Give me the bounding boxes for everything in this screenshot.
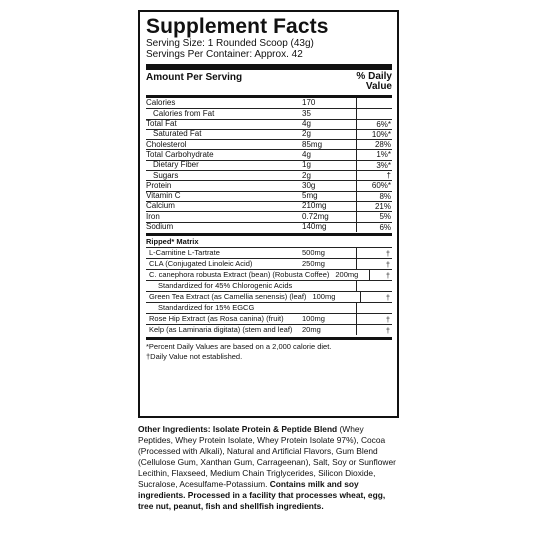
nutrient-daily-value: 3%* <box>356 161 392 170</box>
nutrient-name: Protein <box>146 180 172 190</box>
panel-title: Supplement Facts <box>146 15 329 38</box>
nutrient-row <box>146 129 392 139</box>
matrix-ingredient-name: Standardized for 45% Chlorogenic Acids <box>158 281 293 291</box>
matrix-table <box>146 247 392 335</box>
nutrient-row <box>146 119 392 129</box>
matrix-ingredient-name: CLA (Conjugated Linoleic Acid) <box>149 259 253 269</box>
ingredients-label: Other Ingredients: <box>138 424 211 434</box>
other-ingredients <box>138 424 400 512</box>
nutrient-row <box>146 160 392 170</box>
matrix-daily-value: † <box>356 259 392 269</box>
nutrient-daily-value: 6% <box>356 223 392 232</box>
matrix-row <box>146 302 392 313</box>
nutrient-name: Total Carbohydrate <box>146 149 214 159</box>
nutrient-amount: 1g <box>302 160 311 170</box>
nutrient-name: Vitamin C <box>146 191 181 201</box>
matrix-ingredient-name: L-Carnitine L-Tartrate <box>149 248 220 258</box>
matrix-amount: 20mg <box>302 325 321 335</box>
nutrient-row <box>146 191 392 201</box>
matrix-row <box>146 291 392 302</box>
footnote-percent-dv: *Percent Daily Values are based on a 2,000 calorie diet. <box>146 341 332 351</box>
nutrient-daily-value: 6%* <box>356 120 392 129</box>
nutrient-amount: 2g <box>302 170 311 180</box>
column-header <box>146 70 392 92</box>
nutrient-row <box>146 170 392 180</box>
nutrient-daily-value: 21% <box>356 202 392 211</box>
nutrient-name: Iron <box>146 211 160 221</box>
nutrient-name: Calcium <box>146 201 175 211</box>
matrix-row <box>146 269 392 280</box>
nutrient-table <box>146 98 392 232</box>
nutrient-amount: 2g <box>302 129 311 139</box>
matrix-ingredient-name: Kelp (as Laminaria digitata) (stem and leaf) <box>149 325 293 335</box>
matrix-row <box>146 247 392 258</box>
footnote-dagger: †Daily Value not established. <box>146 352 243 362</box>
nutrient-name: Sugars <box>153 170 179 180</box>
nutrient-name: Saturated Fat <box>153 129 202 139</box>
nutrient-row <box>146 222 392 232</box>
nutrient-daily-value: 8% <box>356 192 392 201</box>
nutrient-daily-value: 10%* <box>356 130 392 139</box>
daily-value-header <box>356 72 392 92</box>
matrix-daily-value <box>356 281 392 291</box>
matrix-amount: 500mg <box>302 248 325 258</box>
nutrient-daily-value: 28% <box>356 140 392 149</box>
nutrient-amount: 5mg <box>302 191 318 201</box>
nutrient-row <box>146 139 392 149</box>
nutrient-daily-value: 1%* <box>356 150 392 159</box>
nutrient-row <box>146 149 392 159</box>
serving-size: Serving Size: 1 Rounded Scoop (43g) <box>146 38 314 49</box>
matrix-amount: 100mg <box>302 314 325 324</box>
ingredients-text: (Whey Peptides, Whey Protein Isolate, Whey Protein Isolate 97%), Cocoa (Processed with Alkali), Natural and Artificial Flavors, Gum Blend (Cellulose Gum, Xanthan Gum, Carrageenan), Salt, Soy or Sunflower Lecithin, Flaxseed, Medium Chain Triglycerides, Silicon Dioxide, Sucralose, Acesulfame-Potassium. <box>138 424 396 489</box>
nutrient-amount: 170 <box>302 98 316 107</box>
nutrient-name: Sodium <box>146 222 174 232</box>
nutrient-daily-value: 60%* <box>356 181 392 190</box>
nutrient-row <box>146 211 392 221</box>
matrix-row <box>146 324 392 335</box>
matrix-daily-value <box>356 303 392 313</box>
matrix-daily-value: † <box>360 292 392 302</box>
allergen-statement: Contains milk and soy ingredients. Processed in a facility that processes wheat, egg, tree nut, peanut, fish and shellfish ingredients. <box>138 479 386 511</box>
matrix-ingredient-name: C. canephora robusta Extract (bean) (Robusta Coffee) <box>149 270 330 280</box>
ingredients-blend: Isolate Protein & Peptide Blend <box>212 424 338 434</box>
nutrient-daily-value <box>356 98 392 108</box>
matrix-heading: Ripped* Matrix <box>146 233 392 247</box>
nutrient-daily-value <box>356 109 392 118</box>
nutrient-row <box>146 201 392 211</box>
matrix-ingredient-name: Rose Hip Extract (as Rosa canina) (fruit) <box>149 314 284 324</box>
matrix-daily-value: † <box>356 248 392 258</box>
matrix-daily-value: † <box>356 314 392 324</box>
matrix-row <box>146 280 392 291</box>
matrix-daily-value: † <box>369 270 392 280</box>
daily-value-header-line2: Value <box>365 81 392 92</box>
nutrient-name: Cholesterol <box>146 139 187 149</box>
servings-per-container: Servings Per Container: Approx. 42 <box>146 49 303 60</box>
matrix-amount: 100mg <box>312 292 336 302</box>
nutrient-daily-value: † <box>356 171 392 180</box>
matrix-daily-value: † <box>356 325 392 335</box>
nutrient-name: Calories from Fat <box>153 108 215 118</box>
nutrient-amount: 30g <box>302 180 316 190</box>
nutrient-daily-value: 5% <box>356 212 392 221</box>
nutrient-name: Dietary Fiber <box>153 160 199 170</box>
nutrient-amount: 0.72mg <box>302 211 329 221</box>
nutrient-row <box>146 98 392 108</box>
supplement-facts-panel <box>138 10 399 418</box>
matrix-amount: 250mg <box>302 259 325 269</box>
nutrient-amount: 4g <box>302 119 311 129</box>
matrix-ingredient-name: Green Tea Extract (as Camellia senensis) (leaf) <box>149 292 307 302</box>
nutrient-amount: 210mg <box>302 201 327 211</box>
matrix-row <box>146 258 392 269</box>
nutrient-amount: 140mg <box>302 222 327 232</box>
daily-value-header-line1: % Daily <box>356 71 392 82</box>
nutrient-row <box>146 108 392 118</box>
matrix-amount: 200mg <box>335 270 359 280</box>
nutrient-name: Total Fat <box>146 119 177 129</box>
footnotes <box>146 340 392 363</box>
nutrient-name: Calories <box>146 98 176 107</box>
matrix-row <box>146 313 392 324</box>
nutrient-amount: 35 <box>302 108 311 118</box>
amount-per-serving-header: Amount Per Serving <box>146 72 243 83</box>
nutrient-amount: 85mg <box>302 139 323 149</box>
nutrient-row <box>146 180 392 190</box>
nutrient-amount: 4g <box>302 149 311 159</box>
matrix-ingredient-name: Standardized for 15% EGCG <box>158 303 255 313</box>
